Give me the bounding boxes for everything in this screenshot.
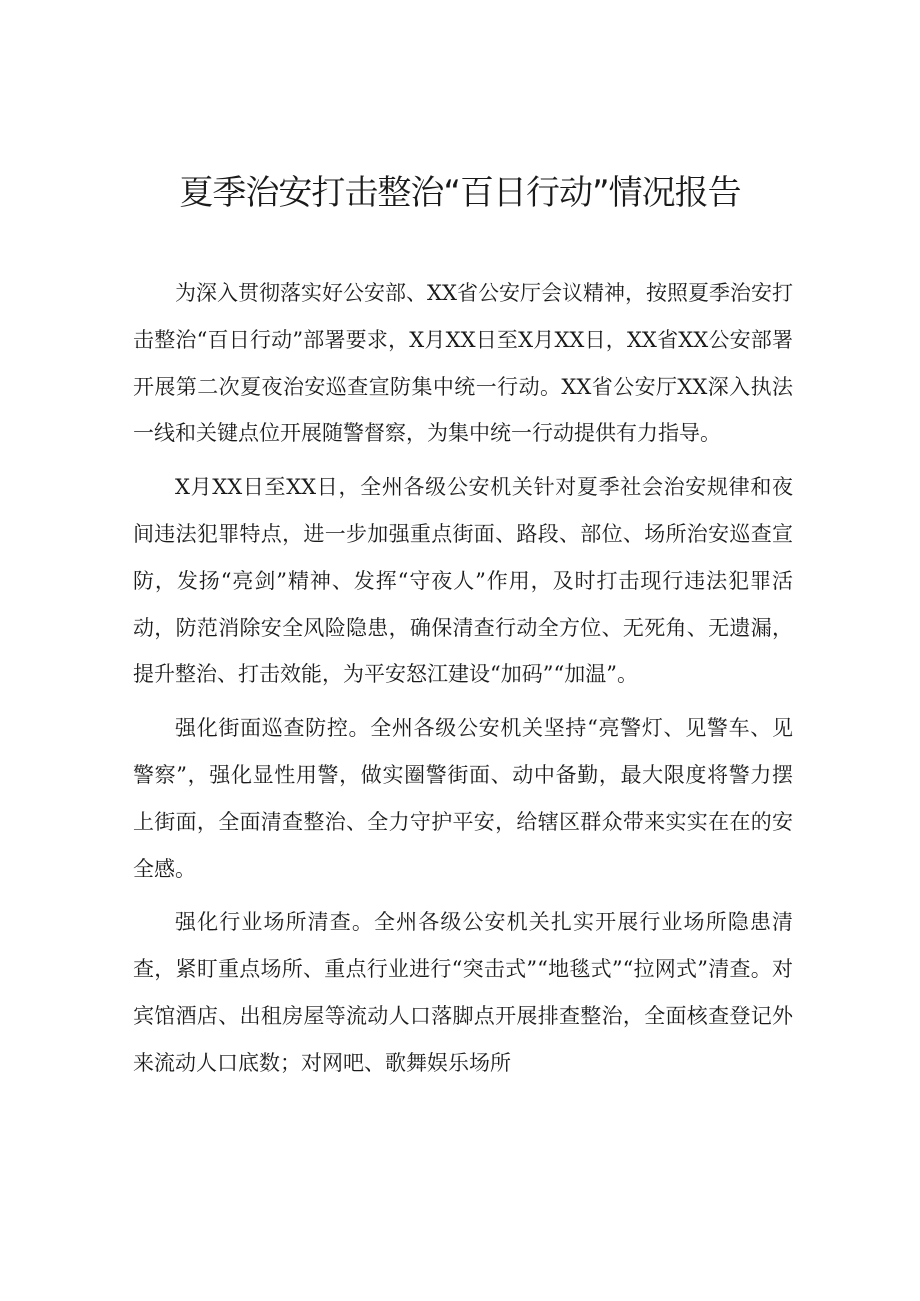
document-title: 夏季治安打击整治“百日行动”情况报告 [179,173,741,213]
document-body [133,270,793,1087]
paragraph: X月XX日至XX日，全州各级公安机关针对夏季社会治安规律和夜间违法犯罪特点，进一步加强重点街面、路段、部位、场所治安巡查宣防，发扬“亮剑”精神、发挥“守夜人”作用，及时打击现行违法犯罪活动，防范消除安全风险隐患，确保清查行动全方位、无死角、无遗漏，提升整治、打击效能，为平安怒江建设“加码”“加温”。 [133,475,793,687]
paragraph: 强化行业场所清查。全州各级公安机关扎实开展行业场所隐患清查，紧盯重点场所、重点行业进行“突击式”“地毯式”“拉网式”清查。对宾馆酒店、出租房屋等流动人口落脚点开展排查整治，全面核查登记外来流动人口底数；对网吧、歌舞娱乐场所 [133,910,793,1075]
paragraph: 为深入贯彻落实好公安部、XX省公安厅会议精神，按照夏季治安打击整治“百日行动”部署要求，X月XX日至X月XX日，XX省XX公安部署开展第二次夏夜治安巡查宣防集中统一行动。XX省公安厅XX深入执法一线和关键点位开展随警督察，为集中统一行动提供有力指导。 [133,281,793,446]
paragraph: 强化街面巡查防控。全州各级公安机关坚持“亮警灯、见警车、见警察”，强化显性用警，做实圈警街面、动中备勤，最大限度将警力摆上街面，全面清查整治、全力守护平安，给辖区群众带来实实在在的安全感。 [133,716,793,881]
